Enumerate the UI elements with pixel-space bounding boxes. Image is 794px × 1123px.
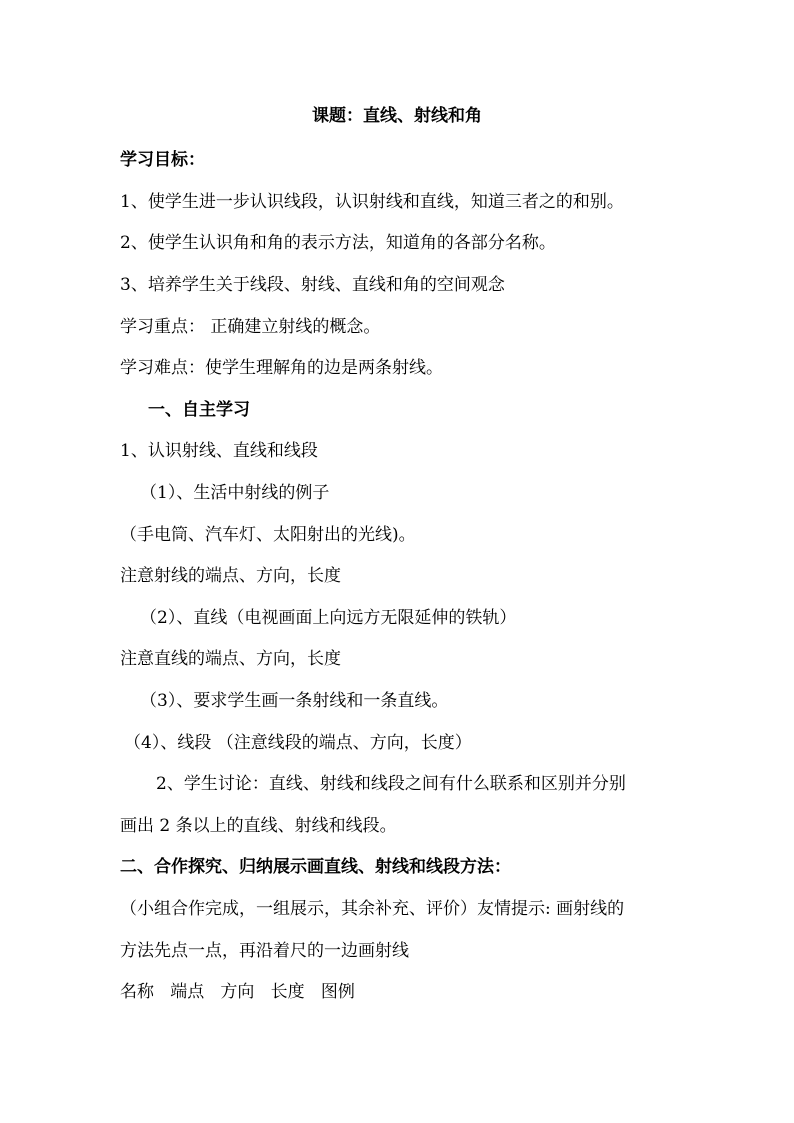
section-2-heading: 二、合作探究、归纳展示画直线、射线和线段方法： — [120, 857, 511, 877]
key-point: 学习重点： 正确建立射线的概念。 — [120, 317, 381, 337]
item-1-1: （1）、生活中射线的例子 — [140, 483, 330, 503]
item-1-3: （3）、要求学生画一条射线和一条直线。 — [140, 691, 449, 711]
line-note: 注意直线的端点、方向，长度 — [120, 649, 341, 669]
item-1-4: （4）、线段 （注意线段的端点、方向，长度） — [124, 733, 472, 753]
section-2-line-2: 方法先点一点，再沿着尺的一边画射线 — [120, 941, 409, 961]
objectives-heading: 学习目标： — [120, 150, 205, 170]
ray-note: 注意射线的端点、方向，长度 — [120, 566, 341, 586]
difficulty: 学习难点：使学生理解角的边是两条射线。 — [120, 358, 443, 378]
section-1-heading: 一、自主学习 — [148, 400, 250, 420]
objective-1: 1、使学生进一步认识线段，认识射线和直线，知道三者之的和别。 — [120, 192, 624, 212]
objective-2: 2、使学生认识角和角的表示方法，知道角的各部分名称。 — [120, 233, 556, 253]
objective-3: 3、培养学生关于线段、射线、直线和角的空间观念 — [120, 275, 505, 295]
lesson-title: 课题：直线、射线和角 — [312, 106, 482, 126]
section-2-line-1: （小组合作完成，一组展示，其余补充、评价）友情提示: 画射线的 — [120, 899, 625, 919]
item-1-2: （2）、直线（电视画面上向远方无限延伸的铁轨） — [140, 608, 517, 628]
item-2-line-1: 2、学生讨论：直线、射线和线段之间有什么联系和区别并分别 — [156, 774, 626, 794]
item-1-1-examples: （手电筒、汽车灯、太阳射出的光线)。 — [120, 525, 416, 545]
item-2-line-2: 画出 2 条以上的直线、射线和线段。 — [120, 816, 397, 836]
item-1: 1、认识射线、直线和线段 — [120, 441, 318, 461]
table-header: 名称 端点 方向 长度 图例 — [120, 982, 355, 1002]
